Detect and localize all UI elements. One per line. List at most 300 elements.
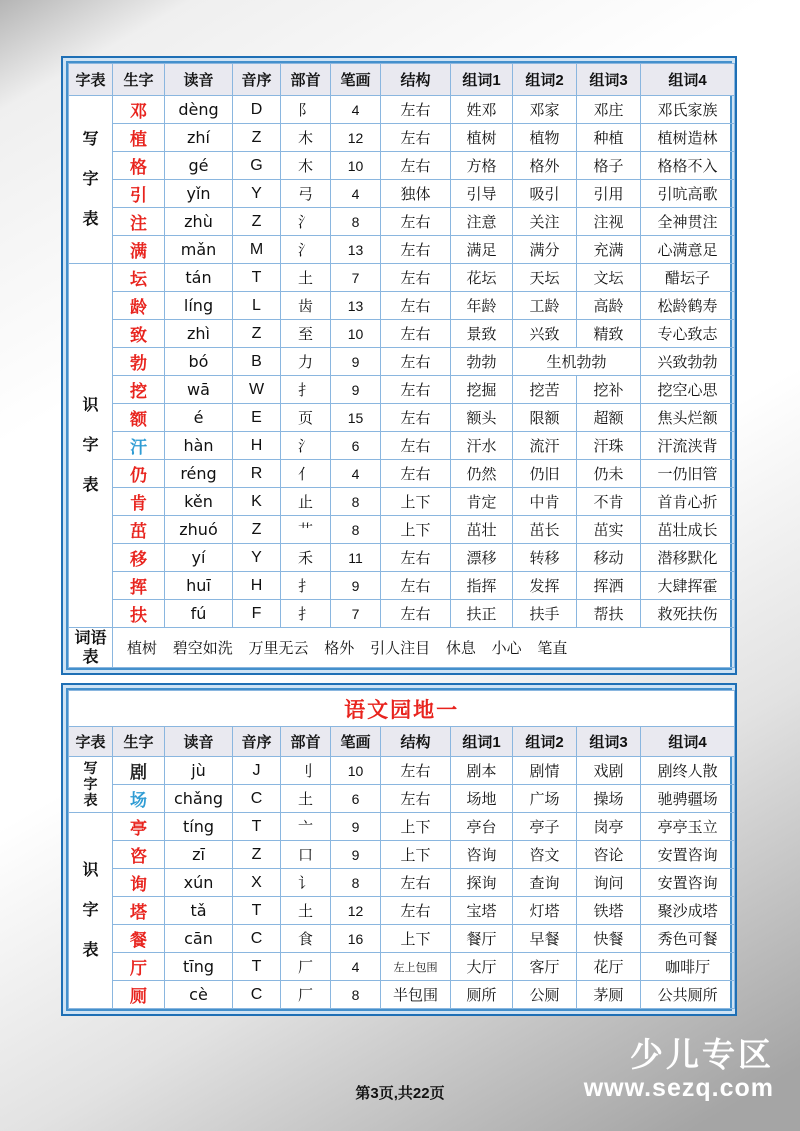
radical-cell: 土: [281, 785, 331, 813]
radical-cell: 扌: [281, 600, 331, 628]
initial-cell: R: [233, 460, 281, 488]
compound-word-cell: 植物: [513, 124, 577, 152]
compound-word-cell: 查询: [513, 869, 577, 897]
stroke-count-cell: 13: [331, 292, 381, 320]
col-header-zuci4: 组词4: [641, 64, 735, 96]
compound-word-cell: 仍旧: [513, 460, 577, 488]
section-label: [69, 761, 112, 808]
pinyin-cell: dèng: [165, 96, 233, 124]
initial-cell: T: [233, 897, 281, 925]
compound-word-cell: 救死扶伤: [641, 600, 735, 628]
compound-word-cell: 植树造林: [641, 124, 735, 152]
section-label-char: 字: [82, 436, 99, 454]
compound-word-cell: 发挥: [513, 572, 577, 600]
compound-word-cell: 文坛: [577, 264, 641, 292]
structure-cell: 左右: [381, 757, 451, 785]
stroke-count-cell: 7: [331, 600, 381, 628]
new-character-cell: 勃: [113, 348, 165, 376]
stroke-count-cell: 9: [331, 572, 381, 600]
new-character-cell: 场: [113, 785, 165, 813]
compound-word-cell: 花厅: [577, 953, 641, 981]
compound-word-cell: 广场: [513, 785, 577, 813]
pinyin-cell: tīng: [165, 953, 233, 981]
structure-cell: 左右: [381, 897, 451, 925]
compound-word-cell: 仍未: [577, 460, 641, 488]
compound-word-cell: 指挥: [451, 572, 513, 600]
col-header-zibiao: 字表: [69, 64, 113, 96]
structure-cell: 左右: [381, 96, 451, 124]
initial-cell: W: [233, 376, 281, 404]
pinyin-cell: líng: [165, 292, 233, 320]
col-header-zuci1: 组词1: [451, 727, 513, 757]
stroke-count-cell: 7: [331, 264, 381, 292]
col-header-zuci1: 组词1: [451, 64, 513, 96]
radical-cell: 氵: [281, 208, 331, 236]
stroke-count-cell: 8: [331, 869, 381, 897]
compound-word-cell: 格格不入: [641, 152, 735, 180]
compound-word-cell: 景致: [451, 320, 513, 348]
col-header-zuci4: 组词4: [641, 727, 735, 757]
compound-word-cell: 厕所: [451, 981, 513, 1009]
pinyin-cell: huī: [165, 572, 233, 600]
character-row: [69, 813, 735, 841]
pinyin-cell: hàn: [165, 432, 233, 460]
compound-word-cell: 关注: [513, 208, 577, 236]
section-label-char: 表: [83, 792, 98, 808]
compound-word-cell: 汗流浃背: [641, 432, 735, 460]
pinyin-cell: zhí: [165, 124, 233, 152]
compound-word-cell: 客厅: [513, 953, 577, 981]
compound-word-cell: 快餐: [577, 925, 641, 953]
structure-cell: 左右: [381, 264, 451, 292]
structure-cell: 左右: [381, 152, 451, 180]
radical-cell: 艹: [281, 516, 331, 544]
compound-word-cell: 潜移默化: [641, 544, 735, 572]
pinyin-cell: tán: [165, 264, 233, 292]
structure-cell: 左右: [381, 292, 451, 320]
pinyin-cell: yǐn: [165, 180, 233, 208]
new-character-cell: 汗: [113, 432, 165, 460]
col-header-zuci3: 组词3: [577, 64, 641, 96]
character-row: [69, 208, 735, 236]
character-row: [69, 152, 735, 180]
compound-word-cell: 仍然: [451, 460, 513, 488]
watermark-url-text: www.sezq.com: [583, 1074, 774, 1102]
compound-word-cell: 安置咨询: [641, 841, 735, 869]
word-list-cell: 植树 碧空如洗 万里无云 格外 引人注目 休息 小心 笔直: [113, 628, 735, 668]
new-character-cell: 仍: [113, 460, 165, 488]
compound-word-cell: 心满意足: [641, 236, 735, 264]
section-label-cell: [69, 757, 113, 813]
new-character-cell: 塔: [113, 897, 165, 925]
radical-cell: 页: [281, 404, 331, 432]
character-row: [69, 600, 735, 628]
new-character-cell: 扶: [113, 600, 165, 628]
compound-word-cell: 引导: [451, 180, 513, 208]
radical-cell: 食: [281, 925, 331, 953]
compound-word-cell: 首肯心折: [641, 488, 735, 516]
compound-word-cell: 宝塔: [451, 897, 513, 925]
structure-cell: 左右: [381, 460, 451, 488]
new-character-cell: 致: [113, 320, 165, 348]
compound-word-cell: 餐厅: [451, 925, 513, 953]
col-header-shengzi: 生字: [113, 727, 165, 757]
character-table-1-frame: [61, 56, 737, 675]
compound-word-cell: 转移: [513, 544, 577, 572]
character-row: [69, 488, 735, 516]
compound-word-cell: 流汗: [513, 432, 577, 460]
radical-cell: 禾: [281, 544, 331, 572]
compound-word-cell: 额头: [451, 404, 513, 432]
character-table-1-inner: [66, 61, 732, 670]
initial-cell: B: [233, 348, 281, 376]
compound-word-cell: 茁壮: [451, 516, 513, 544]
radical-cell: 亠: [281, 813, 331, 841]
initial-cell: T: [233, 953, 281, 981]
compound-word-cell: 场地: [451, 785, 513, 813]
new-character-cell: 坛: [113, 264, 165, 292]
new-character-cell: 格: [113, 152, 165, 180]
new-character-cell: 植: [113, 124, 165, 152]
section-label-char: 识: [82, 861, 99, 879]
col-header-zibiao: 字表: [69, 727, 113, 757]
new-character-cell: 咨: [113, 841, 165, 869]
pinyin-cell: é: [165, 404, 233, 432]
radical-cell: 弓: [281, 180, 331, 208]
compound-word-cell: 岗亭: [577, 813, 641, 841]
stroke-count-cell: 9: [331, 348, 381, 376]
initial-cell: F: [233, 600, 281, 628]
stroke-count-cell: 15: [331, 404, 381, 432]
compound-word-cell: 满足: [451, 236, 513, 264]
compound-word-cell: 年龄: [451, 292, 513, 320]
stroke-count-cell: 4: [331, 180, 381, 208]
compound-word-cell: 邓家: [513, 96, 577, 124]
compound-word-cell: 茅厕: [577, 981, 641, 1009]
initial-cell: Z: [233, 208, 281, 236]
radical-cell: 木: [281, 124, 331, 152]
section-label-char: 识: [82, 396, 99, 414]
compound-word-cell: 高龄: [577, 292, 641, 320]
compound-word-cell: 扶手: [513, 600, 577, 628]
compound-word-cell: 注意: [451, 208, 513, 236]
site-watermark: [584, 1036, 774, 1102]
compound-word-cell: 漂移: [451, 544, 513, 572]
stroke-count-cell: 8: [331, 488, 381, 516]
compound-word-cell: 询问: [577, 869, 641, 897]
compound-word-cell: 剧情: [513, 757, 577, 785]
table-header-row: [69, 727, 735, 757]
radical-cell: 厂: [281, 981, 331, 1009]
compound-word-cell: 专心致志: [641, 320, 735, 348]
pinyin-cell: zhuó: [165, 516, 233, 544]
col-header-bushou: 部首: [281, 727, 331, 757]
compound-word-cell: 肯定: [451, 488, 513, 516]
stroke-count-cell: 8: [331, 981, 381, 1009]
structure-cell: 左右: [381, 124, 451, 152]
character-row: [69, 897, 735, 925]
initial-cell: X: [233, 869, 281, 897]
compound-word-cell: 醋坛子: [641, 264, 735, 292]
character-row: [69, 96, 735, 124]
initial-cell: D: [233, 96, 281, 124]
character-row: [69, 572, 735, 600]
unit-title: 语文园地一: [69, 691, 735, 727]
col-header-yinxu: 音序: [233, 727, 281, 757]
stroke-count-cell: 12: [331, 124, 381, 152]
new-character-cell: 满: [113, 236, 165, 264]
compound-word-cell: 移动: [577, 544, 641, 572]
initial-cell: T: [233, 813, 281, 841]
compound-word-cell: 引吭高歌: [641, 180, 735, 208]
section-label-cell: [69, 264, 113, 628]
compound-word-cell: 限额: [513, 404, 577, 432]
initial-cell: T: [233, 264, 281, 292]
col-header-jiegou: 结构: [381, 64, 451, 96]
section-label-char: 表: [82, 210, 99, 228]
stroke-count-cell: 8: [331, 208, 381, 236]
compound-word-cell: 邓庄: [577, 96, 641, 124]
pinyin-cell: bó: [165, 348, 233, 376]
radical-cell: 氵: [281, 236, 331, 264]
structure-cell: 上下: [381, 841, 451, 869]
character-row: [69, 925, 735, 953]
section-label: 词语表: [74, 629, 107, 666]
section-label-char: 字: [83, 776, 98, 792]
col-header-zuci3: 组词3: [577, 727, 641, 757]
stroke-count-cell: 10: [331, 152, 381, 180]
new-character-cell: 茁: [113, 516, 165, 544]
pinyin-cell: cān: [165, 925, 233, 953]
pinyin-cell: cè: [165, 981, 233, 1009]
character-row: [69, 869, 735, 897]
character-row: [69, 981, 735, 1009]
new-character-cell: 询: [113, 869, 165, 897]
compound-word-cell: 精致: [577, 320, 641, 348]
pinyin-cell: mǎn: [165, 236, 233, 264]
initial-cell: H: [233, 432, 281, 460]
compound-word-cell: 天坛: [513, 264, 577, 292]
radical-cell: 厂: [281, 953, 331, 981]
compound-word-cell: 一仍旧管: [641, 460, 735, 488]
character-row: [69, 180, 735, 208]
compound-word-cell: 挖补: [577, 376, 641, 404]
compound-word-cell: 操场: [577, 785, 641, 813]
stroke-count-cell: 11: [331, 544, 381, 572]
table-header-row: [69, 64, 735, 96]
new-character-cell: 挖: [113, 376, 165, 404]
new-character-cell: 厅: [113, 953, 165, 981]
character-table-2-frame: [61, 683, 737, 1016]
compound-word-cell: 咖啡厅: [641, 953, 735, 981]
compound-word-cell: 茁壮成长: [641, 516, 735, 544]
compound-word-cell: 满分: [513, 236, 577, 264]
compound-word-cell: 茁长: [513, 516, 577, 544]
radical-cell: 力: [281, 348, 331, 376]
compound-word-cell: 咨论: [577, 841, 641, 869]
section-label: [69, 863, 112, 959]
character-row: [69, 404, 735, 432]
compound-word-cell: 吸引: [513, 180, 577, 208]
stroke-count-cell: 4: [331, 96, 381, 124]
structure-cell: 上下: [381, 925, 451, 953]
section-label-char: 字: [82, 170, 99, 188]
col-header-jiegou: 结构: [381, 727, 451, 757]
compound-word-cell: 汗水: [451, 432, 513, 460]
pinyin-cell: zī: [165, 841, 233, 869]
compound-word-cell: 扶正: [451, 600, 513, 628]
stroke-count-cell: 4: [331, 460, 381, 488]
initial-cell: Y: [233, 544, 281, 572]
structure-cell: 左右: [381, 320, 451, 348]
col-header-zuci2: 组词2: [513, 727, 577, 757]
new-character-cell: 移: [113, 544, 165, 572]
section-label-cell: [69, 813, 113, 1009]
compound-word-cell: 灯塔: [513, 897, 577, 925]
structure-cell: 左右: [381, 572, 451, 600]
radical-cell: 止: [281, 488, 331, 516]
section-label-cell: [69, 96, 113, 264]
initial-cell: Z: [233, 124, 281, 152]
radical-cell: 刂: [281, 757, 331, 785]
stroke-count-cell: 10: [331, 757, 381, 785]
radical-cell: 讠: [281, 869, 331, 897]
section-label-char: 表: [82, 476, 99, 494]
col-header-bihua: 笔画: [331, 64, 381, 96]
compound-word-cell: 驰骋疆场: [641, 785, 735, 813]
pinyin-cell: réng: [165, 460, 233, 488]
stroke-count-cell: 13: [331, 236, 381, 264]
pinyin-cell: fú: [165, 600, 233, 628]
new-character-cell: 亭: [113, 813, 165, 841]
new-character-cell: 引: [113, 180, 165, 208]
new-character-cell: 额: [113, 404, 165, 432]
compound-word-cell: 挥洒: [577, 572, 641, 600]
col-header-yinxu: 音序: [233, 64, 281, 96]
initial-cell: Z: [233, 841, 281, 869]
compound-word-cell: 姓邓: [451, 96, 513, 124]
initial-cell: E: [233, 404, 281, 432]
compound-word-cell: 公厕: [513, 981, 577, 1009]
initial-cell: C: [233, 981, 281, 1009]
pinyin-cell: wā: [165, 376, 233, 404]
new-character-cell: 肯: [113, 488, 165, 516]
compound-word-cell: 兴致: [513, 320, 577, 348]
compound-word-cell: 咨询: [451, 841, 513, 869]
stroke-count-cell: 10: [331, 320, 381, 348]
character-row: [69, 460, 735, 488]
structure-cell: 左右: [381, 869, 451, 897]
compound-word-cell: 勃勃: [451, 348, 513, 376]
col-header-bihua: 笔画: [331, 727, 381, 757]
initial-cell: C: [233, 925, 281, 953]
compound-word-cell: 兴致勃勃: [641, 348, 735, 376]
compound-word-cell: 生机勃勃: [513, 348, 641, 376]
compound-word-cell: 亭台: [451, 813, 513, 841]
structure-cell: 左右: [381, 544, 451, 572]
structure-cell: 左右: [381, 785, 451, 813]
section-label: [69, 132, 112, 228]
table-2-body: [69, 757, 735, 1009]
character-row: [69, 124, 735, 152]
compound-word-cell: 植树: [451, 124, 513, 152]
structure-cell: 左右: [381, 348, 451, 376]
compound-word-cell: 铁塔: [577, 897, 641, 925]
compound-word-cell: 充满: [577, 236, 641, 264]
stroke-count-cell: 16: [331, 925, 381, 953]
radical-cell: 阝: [281, 96, 331, 124]
compound-word-cell: 汗珠: [577, 432, 641, 460]
structure-cell: 上下: [381, 813, 451, 841]
col-header-zuci2: 组词2: [513, 64, 577, 96]
section-label-char: 写: [82, 130, 99, 148]
stroke-count-cell: 4: [331, 953, 381, 981]
compound-word-cell: 引用: [577, 180, 641, 208]
structure-cell: 上下: [381, 488, 451, 516]
section-label-cell: [69, 628, 113, 668]
section-label-char: 字: [82, 901, 99, 919]
character-row: [69, 841, 735, 869]
new-character-cell: 龄: [113, 292, 165, 320]
new-character-cell: 厕: [113, 981, 165, 1009]
stroke-count-cell: 6: [331, 785, 381, 813]
structure-cell: 上下: [381, 516, 451, 544]
radical-cell: 木: [281, 152, 331, 180]
radical-cell: 土: [281, 897, 331, 925]
compound-word-cell: 挖空心思: [641, 376, 735, 404]
compound-word-cell: 探询: [451, 869, 513, 897]
character-row: [69, 757, 735, 785]
compound-word-cell: 松龄鹤寿: [641, 292, 735, 320]
compound-word-cell: 工龄: [513, 292, 577, 320]
structure-cell: 左右: [381, 208, 451, 236]
compound-word-cell: 注视: [577, 208, 641, 236]
stroke-count-cell: 6: [331, 432, 381, 460]
compound-word-cell: 戏剧: [577, 757, 641, 785]
stroke-count-cell: 12: [331, 897, 381, 925]
pinyin-cell: tǎ: [165, 897, 233, 925]
compound-word-cell: 聚沙成塔: [641, 897, 735, 925]
stroke-count-cell: 9: [331, 376, 381, 404]
compound-word-cell: 帮扶: [577, 600, 641, 628]
compound-word-cell: 大厅: [451, 953, 513, 981]
initial-cell: M: [233, 236, 281, 264]
new-character-cell: 餐: [113, 925, 165, 953]
watermark-brand-text: 少儿专区: [630, 1036, 774, 1073]
structure-cell: 左右: [381, 600, 451, 628]
compound-word-cell: 挖掘: [451, 376, 513, 404]
initial-cell: Y: [233, 180, 281, 208]
structure-cell: 左右: [381, 432, 451, 460]
initial-cell: H: [233, 572, 281, 600]
structure-cell: 左上包围: [381, 953, 451, 981]
compound-word-cell: 全神贯注: [641, 208, 735, 236]
pinyin-cell: gé: [165, 152, 233, 180]
word-list-row: [69, 628, 735, 668]
character-row: [69, 544, 735, 572]
radical-cell: 亻: [281, 460, 331, 488]
compound-word-cell: 格子: [577, 152, 641, 180]
pinyin-cell: zhì: [165, 320, 233, 348]
character-row: [69, 236, 735, 264]
compound-word-cell: 安置咨询: [641, 869, 735, 897]
compound-word-cell: 邓氏家族: [641, 96, 735, 124]
compound-word-cell: 亭子: [513, 813, 577, 841]
pinyin-cell: kěn: [165, 488, 233, 516]
compound-word-cell: 方格: [451, 152, 513, 180]
pinyin-cell: jù: [165, 757, 233, 785]
stroke-count-cell: 8: [331, 516, 381, 544]
